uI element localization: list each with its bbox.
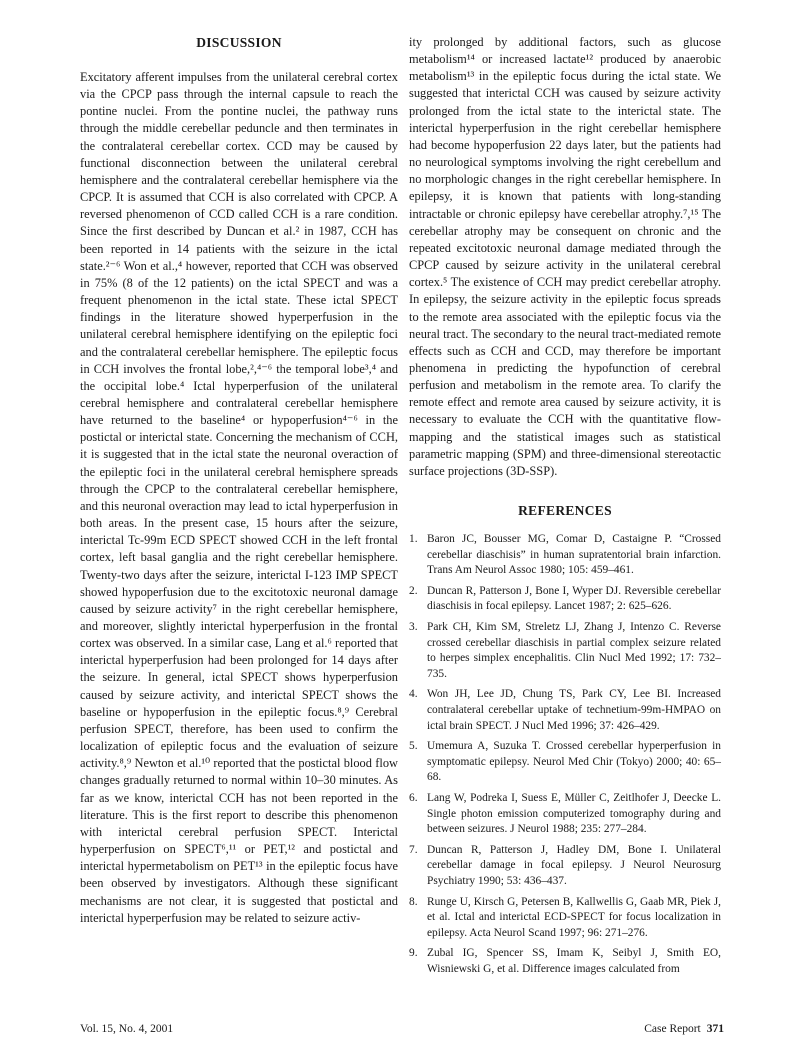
reference-number: 7. <box>409 843 418 856</box>
discussion-heading: DISCUSSION <box>196 35 282 50</box>
reference-number: 6. <box>409 791 418 804</box>
reference-text: Lang W, Podreka I, Suess E, Müller C, Zeitlhofer J, Deecke L. Single photon emission computerized tomography during and between seizures. J Neurol 1988; 235: 277–284. <box>427 791 721 836</box>
footer-right <box>644 1022 724 1036</box>
footer-volume: Vol. 15, No. 4, 2001 <box>80 1023 174 1035</box>
reference-item <box>409 895 721 942</box>
reference-item <box>409 843 721 890</box>
reference-text: Zubal IG, Spencer SS, Imam K, Seibyl J, Smith EO, Wisniewski G, et al. Difference images calculated from <box>427 947 721 975</box>
reference-item <box>409 687 721 734</box>
reference-list <box>409 532 721 977</box>
discussion-paragraph-left: Excitatory afferent impulses from the unilateral cerebral cortex via the CPCP pass through the internal capsule to reach the pontine nuclei. From the pontine nuclei, the pathway runs through the middle cerebellar peduncle and then terminates in the contralateral cerebellar cortex. CCD may be caused by functional disconnection between the unilateral cerebral hemisphere and the contralateral cerebellar hemisphere via the CPCP. It is assumed that CCH is also correlated with CPCP. A reversed phenomenon of CCD called CCH is a rare condition. Since the first described by Duncan et al.² in 1987, CCH has been reported in 14 patients with the seizure in the ictal state.²⁻⁶ Won et al.,⁴ however, reported that CCH was observed in 75% (8 of the 12 patients) on the ictal SPECT and was a frequent phenomenon in the ictal state. These ictal SPECT findings in the literature showed hyperperfusion in the unilateral cerebral hemisphere identifying on the epileptic foci and the contralateral cerebellar hemisphere. The epileptic focus in CCH involves the frontal lobe,²,⁴⁻⁶ the temporal lobe³,⁴ and the occipital lobe.⁴ Ictal hyperperfusion of the unilateral cerebral hemisphere and contralateral cerebellar hemisphere have returned to the baseline⁴ or hypoperfusion⁴⁻⁶ in the postictal or interictal state. Concerning the mechanism of CCH, it is suggested that in the ictal state the neuronal overaction of the epileptic foci in the unilateral cerebral hemisphere spreads through the CPCP to the contralateral cerebellar hemisphere, and this neuronal overaction may lead to ictal hyperperfusion in both areas. In the present case, 15 hours after the seizure, interictal Tc-99m ECD SPECT showed CCH in the left frontal cortex, left basal ganglia and the right cerebellar hemisphere. Twenty-two days after the seizure, interictal I-123 IMP SPECT showed hypoperfusion due to the excitotoxic neuronal damage caused by seizure activity⁷ in the right cerebellar hemisphere, and moreover, slightly interictal hyperperfusion in the frontal cortex was observed. In a similar case, Lang et al.⁶ reported that interictal hyperperfusion had been prolonged for 14 days after the seizure. In general, ictal SPECT shows hyperperfusion caused by seizure activity, and interictal SPECT shows the baseline or hypoperfusion in the epileptic focus.⁸,⁹ Cerebral perfusion SPECT, therefore, has been used to confirm the localization of epileptic focus and the evaluation of seizure activity.⁸,⁹ Newton et al.¹⁰ reported that the postictal blood flow changes gradually returned to normal within 10–30 minutes. As far as we know, interictal CCH has not been reported in the literature. This is the first report to describe this phenomenon with interictal cerebral perfusion SPECT. Interictal hyperperfusion on SPECT⁶,¹¹ or PET,¹² and postictal and interictal hypermetabolism on PET¹³ in the epileptic focus have been observed by investigators. Although these significant mechanisms are not clear, it is suggested that postictal and interictal hyperperfusion may be related to seizure activ- <box>80 70 398 925</box>
reference-text: Won JH, Lee JD, Chung TS, Park CY, Lee BI. Increased contralateral cerebellar uptake of technetium-99m-HMPAO on ictal brain SPECT. J Nucl Med 1996; 37: 426–429. <box>427 688 721 732</box>
reference-text: Park CH, Kim SM, Streletz LJ, Zhang J, Intenzo C. Reverse crossed cerebellar diaschisis in partial complex seizure related to herpes simplex encephalitis. Clin Nucl Med 1992; 17: 732–735. <box>427 621 721 680</box>
reference-text: Duncan R, Patterson J, Hadley DM, Bone I. Unilateral cerebellar damage in focal epilepsy. J Neurol Neurosurg Psychiatry 1990; 53: 436–437. <box>427 843 721 887</box>
reference-number: 4. <box>409 688 418 701</box>
reference-item <box>409 620 721 682</box>
reference-number: 3. <box>409 621 418 634</box>
page-number: 371 <box>706 1023 724 1035</box>
reference-number: 8. <box>409 895 418 908</box>
right-column <box>409 34 721 983</box>
reference-item <box>409 791 721 838</box>
reference-number: 1. <box>409 533 418 546</box>
footer-section: Case Report <box>644 1023 701 1035</box>
reference-number: 5. <box>409 740 418 753</box>
reference-number: 9. <box>409 947 418 960</box>
reference-item <box>409 739 721 786</box>
references-heading: REFERENCES <box>518 503 612 519</box>
reference-text: Duncan R, Patterson J, Bone I, Wyper DJ. Reversible cerebellar diaschisis in focal epilepsy. Lancet 1987; 2: 625–626. <box>427 584 721 613</box>
reference-text: Baron JC, Bousser MG, Comar D, Castaigne P. “Crossed cerebellar diaschisis” in human supratentorial brain infarction. Trans Am Neurol Assoc 1980; 105: 459–461. <box>427 533 721 577</box>
left-column <box>80 34 398 927</box>
discussion-paragraph-right: ity prolonged by additional factors, such as glucose metabolism¹⁴ or increased lactate¹² produced by anaerobic metabolism¹³ in the epileptic focus during the ictal state. We suggested that interictal CCH was caused by seizure activity prolonged from the ictal state to the interictal state. The interictal hyperperfusion in the right cerebellar hemisphere had become hypoperfusion 22 days later, but the patients had no neurological symptoms involving the right cerebellum and no morphologic changes in the right cerebellar hemisphere. In epilepsy, it is known that patients with long-standing intractable or chronic epilepsy have cerebellar atrophy.⁷,¹⁵ The cerebellar atrophy may be consequent on chronic and the repeated excitotoxic neuronal damage mediated through the CPCP caused by seizure activity in the unilateral cerebral cortex.⁵ The existence of CCH may predict cerebellar atrophy. In epilepsy, the seizure activity in the epileptic focus spreads to the remote area associated with the epileptic focus via the neural tract. The secondary to the neural tract-mediated remote effects such as CCH and CCD, may therefore be important phenomena in predicting the hypofunction of cerebral perfusion and metabolism in the remote area. To clarify the remote effect and remote area caused by seizure activity, it is necessary to evaluate the CCH with the quantitative flow-mapping and the statistical images such as statistical parametric mapping (SPM) and three-dimensional stereotactic surface projections (3D-SSP). <box>409 35 721 478</box>
reference-item <box>409 946 721 977</box>
reference-text: Umemura A, Suzuka T. Crossed cerebellar hyperperfusion in symptomatic epilepsy. Neurol Med Chir (Tokyo) 2000; 40: 65–68. <box>427 740 721 784</box>
reference-text: Runge U, Kirsch G, Petersen B, Kallwellis G, Gaab MR, Piek J, et al. Ictal and interictal ECD-SPECT for focus localization in epilepsy. Acta Neurol Scand 1997; 96: 271–276. <box>427 895 721 939</box>
reference-item <box>409 584 721 615</box>
reference-item <box>409 532 721 579</box>
reference-number: 2. <box>409 584 418 597</box>
